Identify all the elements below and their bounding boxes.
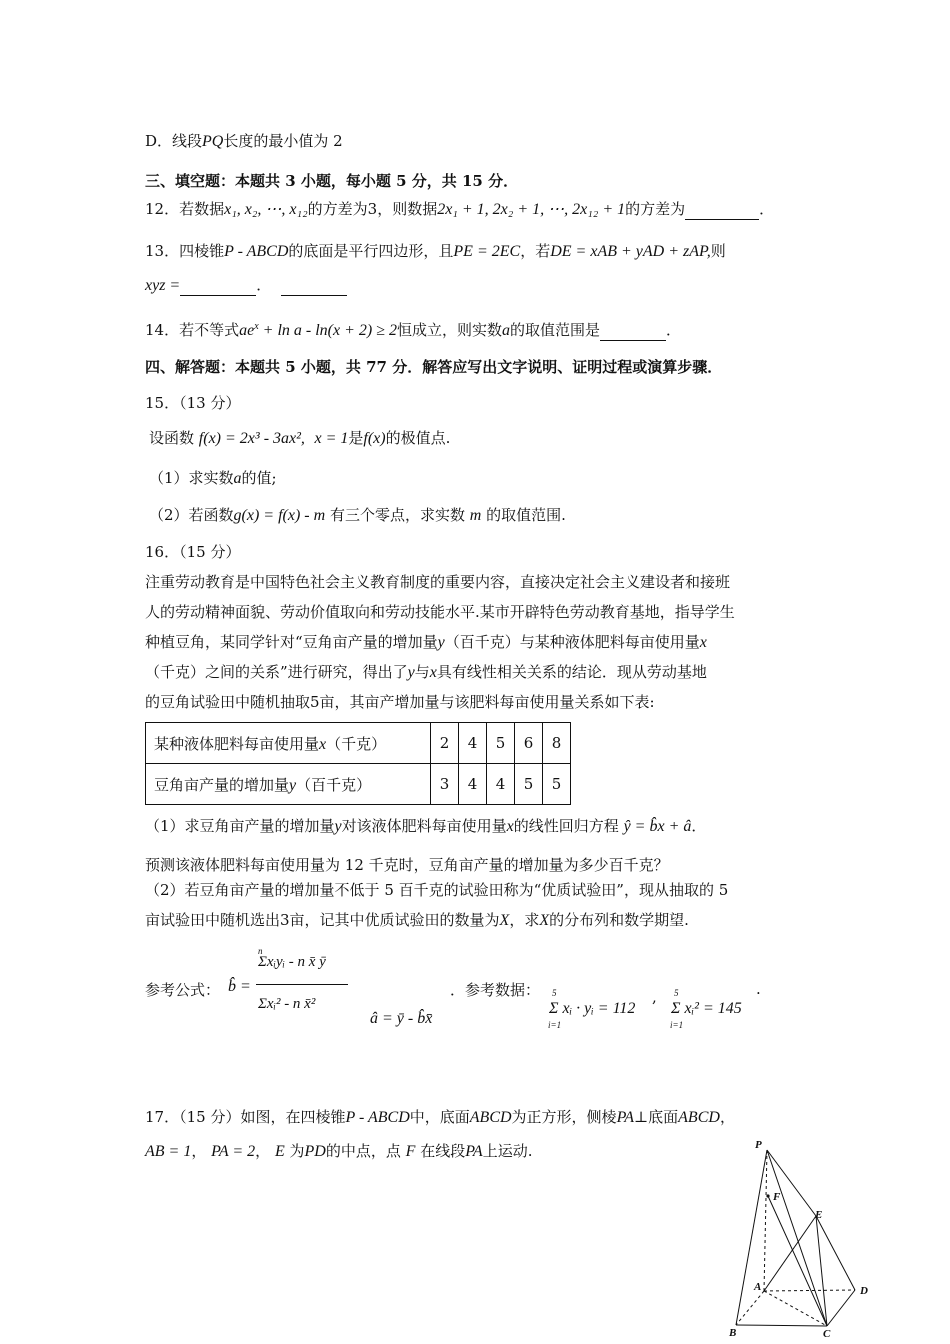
edge-ab bbox=[736, 1291, 764, 1325]
ref-sum2-top: 5 bbox=[674, 988, 679, 998]
q14-mid: 恒成立，则实数 bbox=[397, 321, 503, 339]
q17-f: F bbox=[405, 1143, 416, 1160]
q12-data1: x₁, x₂, ⋯, x₁₂ bbox=[224, 201, 308, 218]
q16-part1c: 的线性回归方程 bbox=[513, 817, 619, 835]
q15-part1-end: 的值; bbox=[241, 469, 277, 487]
table-row2-label bbox=[146, 764, 431, 805]
q17-t1: 中，底面 bbox=[409, 1108, 470, 1126]
table-cell: 6 bbox=[515, 723, 543, 764]
q12-answer-blank[interactable] bbox=[685, 203, 759, 220]
q17-pa2: PA bbox=[465, 1143, 483, 1160]
q16-p5: 的豆角试验田中随机抽取5亩，其亩产增加量与该肥料每亩使用量关系如下表: bbox=[145, 693, 655, 711]
label-f: F bbox=[773, 1191, 781, 1203]
edge-ac bbox=[764, 1291, 827, 1326]
q16-part2b-3: 的分布列和数学期望. bbox=[549, 911, 689, 929]
q15-part2-text: （2）若函数 bbox=[149, 506, 234, 524]
row1-var: x bbox=[319, 735, 327, 753]
q15-text1: 设函数 bbox=[149, 429, 195, 447]
table-cell: 3 bbox=[431, 764, 459, 805]
pq-var: PQ bbox=[202, 133, 224, 150]
q17-sep1: ， bbox=[191, 1142, 207, 1160]
edge-pa bbox=[764, 1150, 767, 1291]
q15-part1-var: a bbox=[233, 470, 242, 487]
q16-part2-line1: （2）若豆角亩产量的增加量不低于 5 百千克的试验田称为“优质试验田”，现从抽取的 5 bbox=[145, 881, 729, 899]
q16-var-x2: X bbox=[539, 912, 550, 929]
q16-part1b: 对该液体肥料每亩使用量 bbox=[341, 817, 507, 835]
row1-label-text: 某种液体肥料每亩使用量 bbox=[154, 734, 320, 753]
q17-on-segment: 在线段 bbox=[420, 1142, 466, 1160]
q17-pd: PD bbox=[304, 1143, 326, 1160]
q16-part1x: x bbox=[506, 818, 514, 835]
q13-vector-eq: DE = xAB + yAD + zAP, bbox=[550, 243, 711, 260]
label-c: C bbox=[823, 1328, 831, 1340]
q14-num: 14．若不等式 bbox=[145, 321, 240, 339]
table-row bbox=[146, 723, 571, 764]
q16-p4a: （千克）之间的关系”进行研究，得出了 bbox=[145, 663, 408, 681]
q13-line1 bbox=[145, 241, 726, 262]
q17-midpoint-text: 的中点，点 bbox=[325, 1142, 401, 1160]
edge-pb bbox=[736, 1150, 767, 1325]
q17-wei: 为 bbox=[289, 1142, 305, 1160]
row2-var: y bbox=[289, 776, 297, 794]
q13-end: 则 bbox=[710, 242, 726, 260]
q16-part2b-2: ，求 bbox=[509, 911, 540, 929]
q14-end: 的取值范围是 bbox=[510, 321, 601, 339]
table-row1-label bbox=[146, 723, 431, 764]
q13-mid2: ，若 bbox=[520, 242, 551, 260]
ref-data2: Σ xᵢ² = 145 bbox=[671, 1000, 742, 1017]
q16-p3x: x bbox=[699, 634, 707, 651]
q12-tail: ． bbox=[759, 200, 775, 218]
q17-line1 bbox=[145, 1107, 735, 1128]
q15-part1-text: （1）求实数 bbox=[149, 469, 234, 487]
table-cell: 4 bbox=[459, 764, 487, 805]
edge-ea bbox=[764, 1216, 816, 1291]
q13-line2 bbox=[145, 275, 347, 296]
q13-xyz: xyz = bbox=[145, 277, 181, 294]
q15-function: f(x) = 2x³ - 3ax², bbox=[198, 430, 305, 447]
q16-regression-eq: ŷ = b̂x + â bbox=[623, 818, 692, 835]
label-b: B bbox=[729, 1327, 737, 1339]
q17-abcd: ABCD bbox=[469, 1109, 512, 1126]
edge-cd bbox=[827, 1290, 855, 1326]
table-cell: 5 bbox=[487, 723, 515, 764]
q17-pa-len: PA = 2 bbox=[211, 1143, 256, 1160]
section4-header: 四、解答题：本题共 5 小题，共 77 分．解答应写出文字说明、证明过程或演算步骤． bbox=[145, 358, 723, 376]
q16-p1: 注重劳动教育是中国特色社会主义教育制度的重要内容，直接决定社会主义建设者和接班 bbox=[145, 573, 731, 591]
q17-t3: ⊥底面 bbox=[634, 1108, 679, 1126]
q17-sep2: ， bbox=[255, 1142, 271, 1160]
ref-sum1-bot: i=1 bbox=[548, 1020, 562, 1030]
q16-ref-label: 参考公式： bbox=[145, 981, 221, 999]
q16-part1a: （1）求豆角亩产量的增加量 bbox=[145, 817, 335, 835]
ref-end: . bbox=[756, 980, 761, 998]
table-cell: 4 bbox=[487, 764, 515, 805]
ref-sum1-top: 5 bbox=[552, 988, 557, 998]
q16-part2-line2 bbox=[145, 910, 689, 931]
q17-moving-text: 上运动. bbox=[482, 1142, 533, 1160]
table-cell: 2 bbox=[431, 723, 459, 764]
row2-unit: （百千克） bbox=[296, 775, 372, 794]
q15-cond: x = 1 bbox=[314, 430, 349, 447]
q16-p2: 人的劳动精神面貌、劳动价值取向和劳动技能水平.某市开辟特色劳动教育基地，指导学生 bbox=[145, 603, 735, 621]
ref-denominator: Σxᵢ² - n x̄² bbox=[258, 996, 316, 1012]
label-a: A bbox=[754, 1281, 762, 1293]
table-cell: 5 bbox=[543, 764, 571, 805]
option-d-label: D．线段 bbox=[145, 132, 203, 150]
q17-line2 bbox=[145, 1141, 532, 1162]
q16-data-table bbox=[145, 722, 571, 805]
label-p: P bbox=[755, 1139, 762, 1151]
q16-p4x: x bbox=[429, 664, 437, 681]
q16-part2b-1: 亩试验田中随机选出3亩，记其中优质试验田的数量为 bbox=[145, 911, 500, 929]
ref-a-hat: â = ȳ - b̂x̄ bbox=[370, 1010, 433, 1027]
option-d-text: 长度的最小值为 2 bbox=[223, 132, 343, 150]
table-cell: 5 bbox=[515, 764, 543, 805]
row1-unit: （千克） bbox=[326, 734, 387, 753]
q16-p4c: 具有线性相关关系的结论．现从劳动基地 bbox=[436, 663, 707, 681]
q14 bbox=[145, 317, 681, 341]
point-f bbox=[766, 1194, 769, 1197]
ref-data-label: ．参考数据： bbox=[450, 981, 541, 999]
q15-stem bbox=[149, 428, 450, 449]
q11-option-d bbox=[145, 131, 343, 152]
table-cell: 8 bbox=[543, 723, 571, 764]
q12-end: 的方差为 bbox=[625, 200, 686, 218]
q17-abcd2: ABCD bbox=[678, 1109, 720, 1126]
q13-num: 13．四棱锥 bbox=[145, 242, 225, 260]
edge-ad bbox=[764, 1290, 855, 1291]
q16-part1 bbox=[145, 816, 706, 837]
q16-part1y: y bbox=[334, 818, 342, 835]
q15-fx: f(x) bbox=[363, 430, 386, 447]
q16-p3y: y bbox=[437, 634, 445, 651]
section3-header: 三、填空题：本题共 3 小题，每小题 5 分，共 15 分． bbox=[145, 172, 519, 190]
q16-p4 bbox=[145, 662, 707, 683]
q17-t4: ， bbox=[719, 1108, 735, 1126]
q15-mid: 是 bbox=[348, 429, 364, 447]
q14-answer-blank[interactable] bbox=[600, 324, 666, 341]
q15-end: 的极值点. bbox=[385, 429, 451, 447]
table-row bbox=[146, 764, 571, 805]
ref-data1: Σ xᵢ · yᵢ = 112 bbox=[549, 1000, 636, 1017]
q17-head: 17．（15 分）如图，在四棱锥 bbox=[145, 1108, 346, 1126]
q12-data2: 2x₁ + 1, 2x₂ + 1, ⋯, 2x₁₂ + 1 bbox=[437, 201, 626, 218]
q15-part2-var: m bbox=[469, 507, 482, 524]
q16-p3a: 种植豆角，某同学针对“豆角亩产量的增加量 bbox=[145, 633, 438, 651]
row2-label-text: 豆角亩产量的增加量 bbox=[154, 775, 290, 794]
label-e: E bbox=[815, 1209, 823, 1221]
q14-tail: ． bbox=[666, 321, 682, 339]
q13-extra-blank bbox=[281, 279, 347, 296]
q15-part1 bbox=[149, 468, 277, 489]
ref-comma: , bbox=[652, 988, 657, 1006]
q16-head: 16．（15 分） bbox=[145, 543, 241, 561]
q13-pyramid: P - ABCD bbox=[224, 243, 289, 260]
edge-bc bbox=[736, 1325, 827, 1326]
ref-sum2-bot: i=1 bbox=[670, 1020, 684, 1030]
q17-e: E bbox=[274, 1143, 285, 1160]
table-cell: 4 bbox=[459, 723, 487, 764]
q16-p4y: y bbox=[407, 664, 415, 681]
q13-cond: PE = 2EC bbox=[453, 243, 521, 260]
q14-ineq-rest: + ln a - ln(x + 2) ≥ 2 bbox=[258, 322, 398, 339]
q16-p3b: （百千克）与某种液体肥料每亩使用量 bbox=[444, 633, 700, 651]
ref-numerator: Σxᵢyᵢ - n x̄ ȳ bbox=[258, 954, 326, 970]
q16-p3 bbox=[145, 632, 707, 653]
q12 bbox=[145, 199, 774, 220]
q17-t2: 为正方形，侧棱 bbox=[511, 1108, 617, 1126]
ref-b-hat: b̂ = bbox=[228, 978, 251, 995]
q15-part2-func: g(x) = f(x) - m bbox=[233, 507, 326, 524]
q14-ineq: ae bbox=[239, 322, 255, 339]
q17-ab: AB = 1 bbox=[145, 1143, 192, 1160]
ref-fraction-bar bbox=[256, 984, 348, 985]
pyramid-figure bbox=[720, 1130, 880, 1340]
edge-pe bbox=[767, 1150, 816, 1216]
q13-tail: ． bbox=[256, 276, 272, 294]
q14-ineq-sup: x bbox=[254, 321, 259, 332]
q16-var-x: X bbox=[499, 912, 510, 929]
q16-part1d: ． bbox=[691, 817, 707, 835]
q16-part1-line2: 预测该液体肥料每亩使用量为 12 千克时，豆角亩产量的增加量为多少百千克？ bbox=[145, 856, 669, 874]
q12-num: 12．若数据 bbox=[145, 200, 225, 218]
label-d: D bbox=[860, 1285, 868, 1297]
q16-p4b: 与 bbox=[414, 663, 430, 681]
q13-answer-blank[interactable] bbox=[180, 279, 256, 296]
q12-mid: 的方差为3，则数据 bbox=[307, 200, 438, 218]
q14-var: a bbox=[502, 322, 511, 339]
q13-mid1: 的底面是平行四边形，且 bbox=[288, 242, 454, 260]
q17-pyramid: P - ABCD bbox=[345, 1109, 410, 1126]
q15-head: 15．（13 分） bbox=[145, 394, 241, 412]
q15-part2-mid: 有三个零点，求实数 bbox=[329, 506, 465, 524]
q15-part2 bbox=[149, 505, 566, 526]
q15-part2-end: 的取值范围. bbox=[486, 506, 566, 524]
ref-num-sum-top: n bbox=[258, 946, 263, 956]
q17-pa: PA bbox=[616, 1109, 635, 1126]
